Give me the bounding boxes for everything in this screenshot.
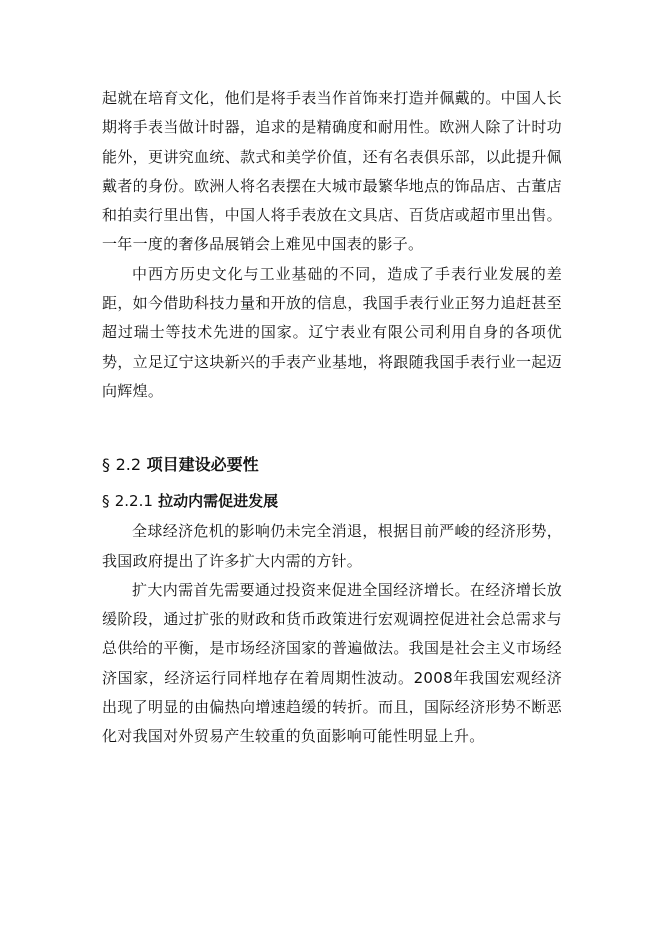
paragraph-domestic-demand: 扩大内需首先需要通过投资来促进全国经济增长。在经济增长放缓阶段，通过扩张的财政和货币政策进行宏观调控促进社会总需求与总供给的平衡，是市场经济国家的普遍做法。我国是社会主义市场经济国家，经济运行同样地存在着周期性波动。2008年我国宏观经济出现了明显的由偏热向增速趋缓的转折。而且，国际经济形势不断恶化对我国对外贸易产生较重的负面影响可能性明显上升。 <box>102 580 562 746</box>
section-number: 2.2 <box>115 455 142 475</box>
paragraph-industry-gap: 中西方历史文化与工业基础的不同，造成了手表行业发展的差距，如今借助科技力量和开放的信息，我国手表行业正努力追赶甚至超过瑞士等技术先进的国家。辽宁表业有限公司利用自身的各项优势，立足辽宁这块新兴的手表产业基地，将跟随我国手表行业一起迈向辉煌。 <box>102 264 562 400</box>
subsection-mark: § <box>102 492 110 511</box>
section-mark: § <box>102 455 110 475</box>
subsection-number: 2.2.1 <box>114 492 153 511</box>
subsection-heading <box>102 489 562 513</box>
paragraph-economic-crisis: 全球经济危机的影响仍未完全消退，根据目前严峻的经济形势，我国政府提出了许多扩大内需的方针。 <box>102 522 562 570</box>
section-title: 项目建设必要性 <box>146 455 259 475</box>
paragraph-watch-culture: 起就在培育文化，他们是将手表当作首饰来打造并佩戴的。中国人长期将手表当做计时器，追求的是精确度和耐用性。欧洲人除了计时功能外，更讲究血统、款式和美学价值，还有名表俱乐部，以此提升佩戴者的身份。欧洲人将名表摆在大城市最繁华地点的饰品店、古董店和拍卖行里出售，中国人将手表放在文具店、百货店或超市里出售。一年一度的奢侈品展销会上难见中国表的影子。 <box>102 89 562 254</box>
section-heading <box>102 453 562 477</box>
document-body <box>102 84 562 752</box>
subsection-title: 拉动内需促进发展 <box>158 492 279 511</box>
